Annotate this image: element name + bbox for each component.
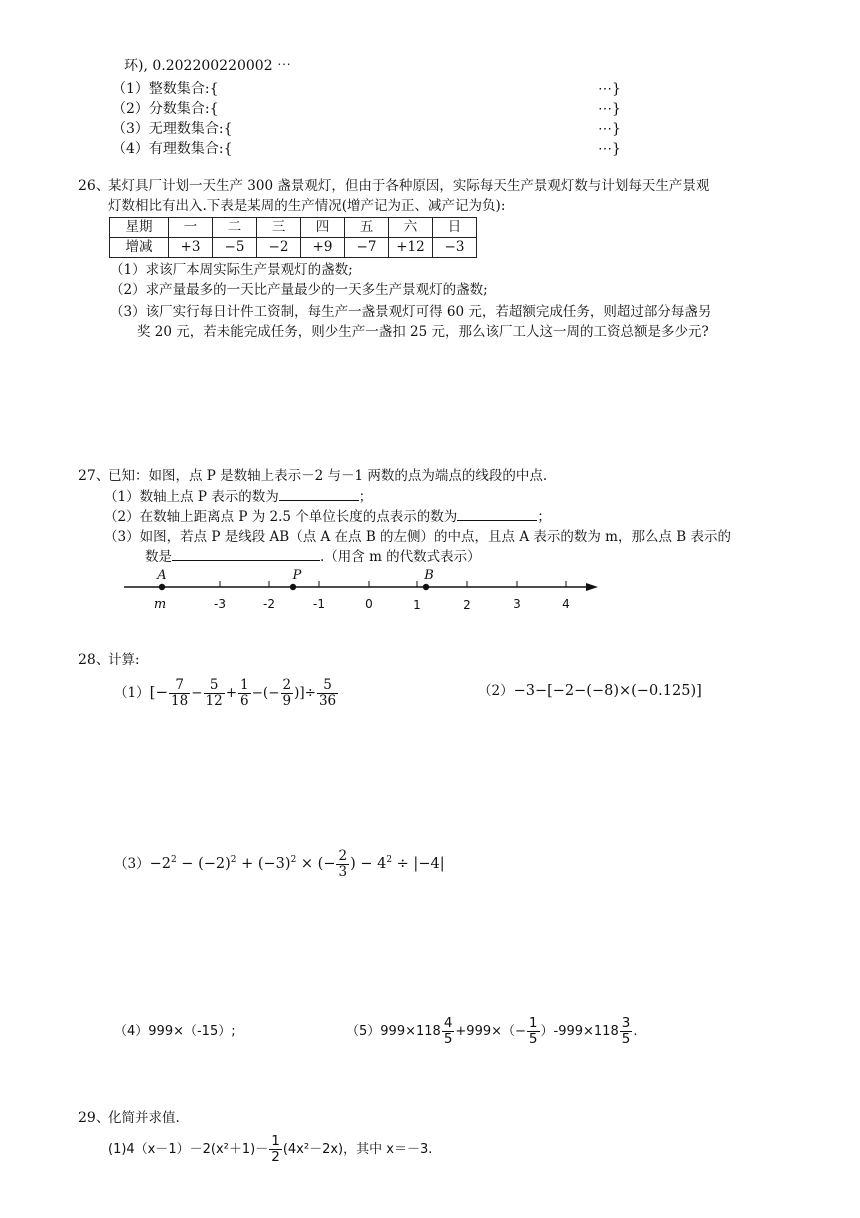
fraction-denominator: 9	[282, 693, 292, 709]
q28-part5: （5）999×118 $\frac{4}{5}$ +999×（− $\frac{1}{5}$ ）-999×118 $\frac{3}{5}$ .	[346, 1015, 638, 1047]
q29-number: 29、	[78, 1110, 110, 1126]
q28-number: 28、	[78, 652, 110, 668]
fraction-denominator: 5	[528, 1031, 538, 1047]
point-b-dot	[423, 584, 429, 590]
fraction-numerator: 5	[204, 678, 225, 694]
fraction	[169, 678, 190, 709]
fraction-denominator: 12	[205, 693, 223, 709]
table-value-cell: −2	[257, 238, 301, 258]
table-day-cell: 日	[433, 218, 477, 238]
tick-label: 0	[365, 597, 373, 611]
q27-intro: 已知：如图，点 P 是数轴上表示－2 与－1 两数的点为端点的线段的中点.	[108, 468, 548, 484]
q29-part1-start: (1)4（x－1）－2(x²＋1)－	[108, 1142, 269, 1157]
set-integer-label: （1）整数集合:{	[112, 81, 219, 97]
set-integer-end: ⋯}	[598, 81, 621, 97]
point-b-label: B	[424, 568, 434, 583]
q29-part1	[108, 1130, 432, 1170]
point-a-label: A	[157, 568, 167, 583]
set-fraction-end: ⋯}	[598, 101, 621, 117]
table-day-cell: 一	[169, 218, 213, 238]
table-header-row	[110, 218, 477, 238]
table-day-cell: 六	[389, 218, 433, 238]
q26-subq3-line1: （3）该厂实行每日计件工资制，每生产一盏景观灯可得 60 元，若超额完成任务，则超过部分每盏另	[110, 304, 712, 320]
set-irrational-end: ⋯}	[598, 121, 621, 137]
fraction-denominator: 36	[318, 693, 337, 709]
tick-marks	[220, 581, 566, 587]
fraction	[281, 678, 294, 709]
q29-title: 化简并求值.	[108, 1110, 180, 1126]
fraction-denominator: 5	[621, 1031, 631, 1047]
q25-continuation-line: 环), 0.202200220002 ⋯	[124, 58, 292, 74]
q27-subq3-end: .（用含 m 的代数式表示）	[320, 549, 481, 565]
fraction	[238, 678, 251, 709]
q27-subq1-text: （1）数轴上点 P 表示的数为	[104, 489, 279, 505]
number-line-arrowhead	[586, 583, 598, 591]
fraction-numerator: 4	[443, 1015, 453, 1031]
table-value-cell: +9	[301, 238, 345, 258]
tick-label: -1	[313, 597, 325, 611]
q27-number: 27、	[78, 468, 110, 484]
table-day-cell: 二	[213, 218, 257, 238]
fraction-numerator: 2	[282, 677, 292, 693]
fraction-denominator: 2	[271, 1149, 280, 1165]
table-value-cell: −7	[345, 238, 389, 258]
set-irrational-label: （3）无理数集合:{	[112, 121, 233, 137]
q27-subq1-end: ；	[358, 489, 373, 505]
q29-part1-end: (4x²－2x)，其中 x＝－3.	[282, 1142, 433, 1157]
q26-subq3-line2: 奖 20 元，若未能完成任务，则少生产一盏扣 25 元，那么该厂工人这一周的工资总额是多少元?	[137, 324, 709, 340]
q28-part4: （4）999×（-15）;	[114, 1024, 236, 1039]
fraction	[336, 849, 349, 880]
tick-label: -3	[214, 597, 226, 611]
q28-part1: （1）[− $\frac{7}{18}$ − $\frac{5}{12}$ + $\frac{1}{6}$ −(− $\frac{2}{9}$ )]÷ $\frac{5}{36}$	[114, 677, 337, 709]
fraction	[442, 1016, 455, 1047]
point-p-label: P	[292, 568, 302, 583]
q28-title: 计算:	[108, 652, 140, 668]
fraction	[620, 1016, 633, 1047]
table-value-cell: +3	[169, 238, 213, 258]
fraction-numerator: 7	[169, 678, 190, 694]
tick-label: 1	[413, 598, 421, 612]
production-table	[109, 217, 477, 258]
table-day-cell: 三	[257, 218, 301, 238]
q27-subq2	[104, 508, 551, 526]
q26-intro-line1: 某灯具厂计划一天生产 300 盏景观灯，但由于各种原因，实际每天生产景观灯数与计划每天生产景观	[108, 178, 710, 194]
fraction-numerator: 5	[317, 678, 338, 694]
fraction-numerator: 3	[621, 1015, 631, 1031]
tick-label: -2	[263, 597, 275, 611]
table-day-cell: 五	[345, 218, 389, 238]
point-a-value-label: m	[153, 597, 167, 612]
q28-part2	[478, 682, 702, 700]
answer-blank[interactable]	[457, 508, 537, 521]
fraction-denominator: 3	[338, 863, 348, 880]
q27-subq2-end: ；	[537, 509, 551, 525]
tick-label: 2	[463, 598, 471, 612]
fraction	[527, 1016, 540, 1047]
table-row-label: 增减	[110, 238, 169, 258]
set-rational-label: （4）有理数集合:{	[112, 141, 233, 157]
fraction-numerator: 2	[338, 847, 348, 864]
q28-part3: $(3)-2^2 - (-2)^2 + (-3)^2$ × (− $\frac{2}{3}$ ) − $4^2 \div |-4|$	[114, 847, 445, 880]
tick-label: 3	[513, 597, 521, 611]
part-label: （5）	[346, 1024, 381, 1039]
table-header-label: 星期	[110, 218, 169, 238]
fraction-denominator: 6	[240, 693, 249, 709]
q27-subq3-line2	[145, 548, 481, 566]
q26-subq1: （1）求该厂本周实际生产景观灯的盏数;	[110, 262, 353, 278]
q27-subq3-line1: （3）如图，若点 P 是线段 AB（点 A 在点 B 的左侧）的中点，且点 A 表示的数为 m，那么点 B 表示的	[104, 529, 731, 545]
q27-subq1	[104, 488, 372, 506]
part-label: （3）	[114, 855, 150, 872]
table-value-cell: +12	[389, 238, 433, 258]
fraction-numerator: 1	[240, 677, 249, 693]
part2-expression: −3−[−2−(−8)×(−0.125)]	[513, 683, 702, 699]
q26-subq2: （2）求产量最多的一天比产量最少的一天多生产景观灯的盏数;	[110, 282, 488, 298]
part-label: （2）	[478, 683, 514, 699]
fraction-numerator: 1	[528, 1015, 538, 1031]
answer-blank[interactable]	[279, 488, 359, 501]
set-rational-end: ⋯}	[598, 141, 621, 157]
set-fraction-label: （2）分数集合:{	[112, 101, 219, 117]
table-value-cell: −5	[213, 238, 257, 258]
q27-subq2-text: （2）在数轴上距离点 P 为 2.5 个单位长度的点表示的数为	[104, 509, 458, 525]
tick-label: 4	[562, 597, 570, 611]
part-label: （1）	[114, 685, 150, 701]
fraction	[204, 678, 225, 709]
q26-number: 26、	[78, 178, 110, 194]
point-p-dot	[290, 584, 296, 590]
number-line	[110, 566, 610, 618]
table-value-cell: −3	[433, 238, 477, 258]
point-a-dot	[159, 584, 165, 590]
fraction	[269, 1134, 282, 1165]
q26-intro-line2: 灯数相比有出入.下表是某周的生产情况(增产记为正、减产记为负):	[108, 198, 506, 214]
table-value-row	[110, 238, 477, 258]
fraction-numerator: 1	[271, 1133, 280, 1149]
table-day-cell: 四	[301, 218, 345, 238]
answer-blank[interactable]	[172, 548, 320, 561]
fraction-denominator: 18	[171, 693, 189, 709]
fraction	[317, 678, 338, 709]
q27-subq3-start: 数是	[145, 549, 172, 565]
fraction-denominator: 5	[443, 1031, 453, 1047]
